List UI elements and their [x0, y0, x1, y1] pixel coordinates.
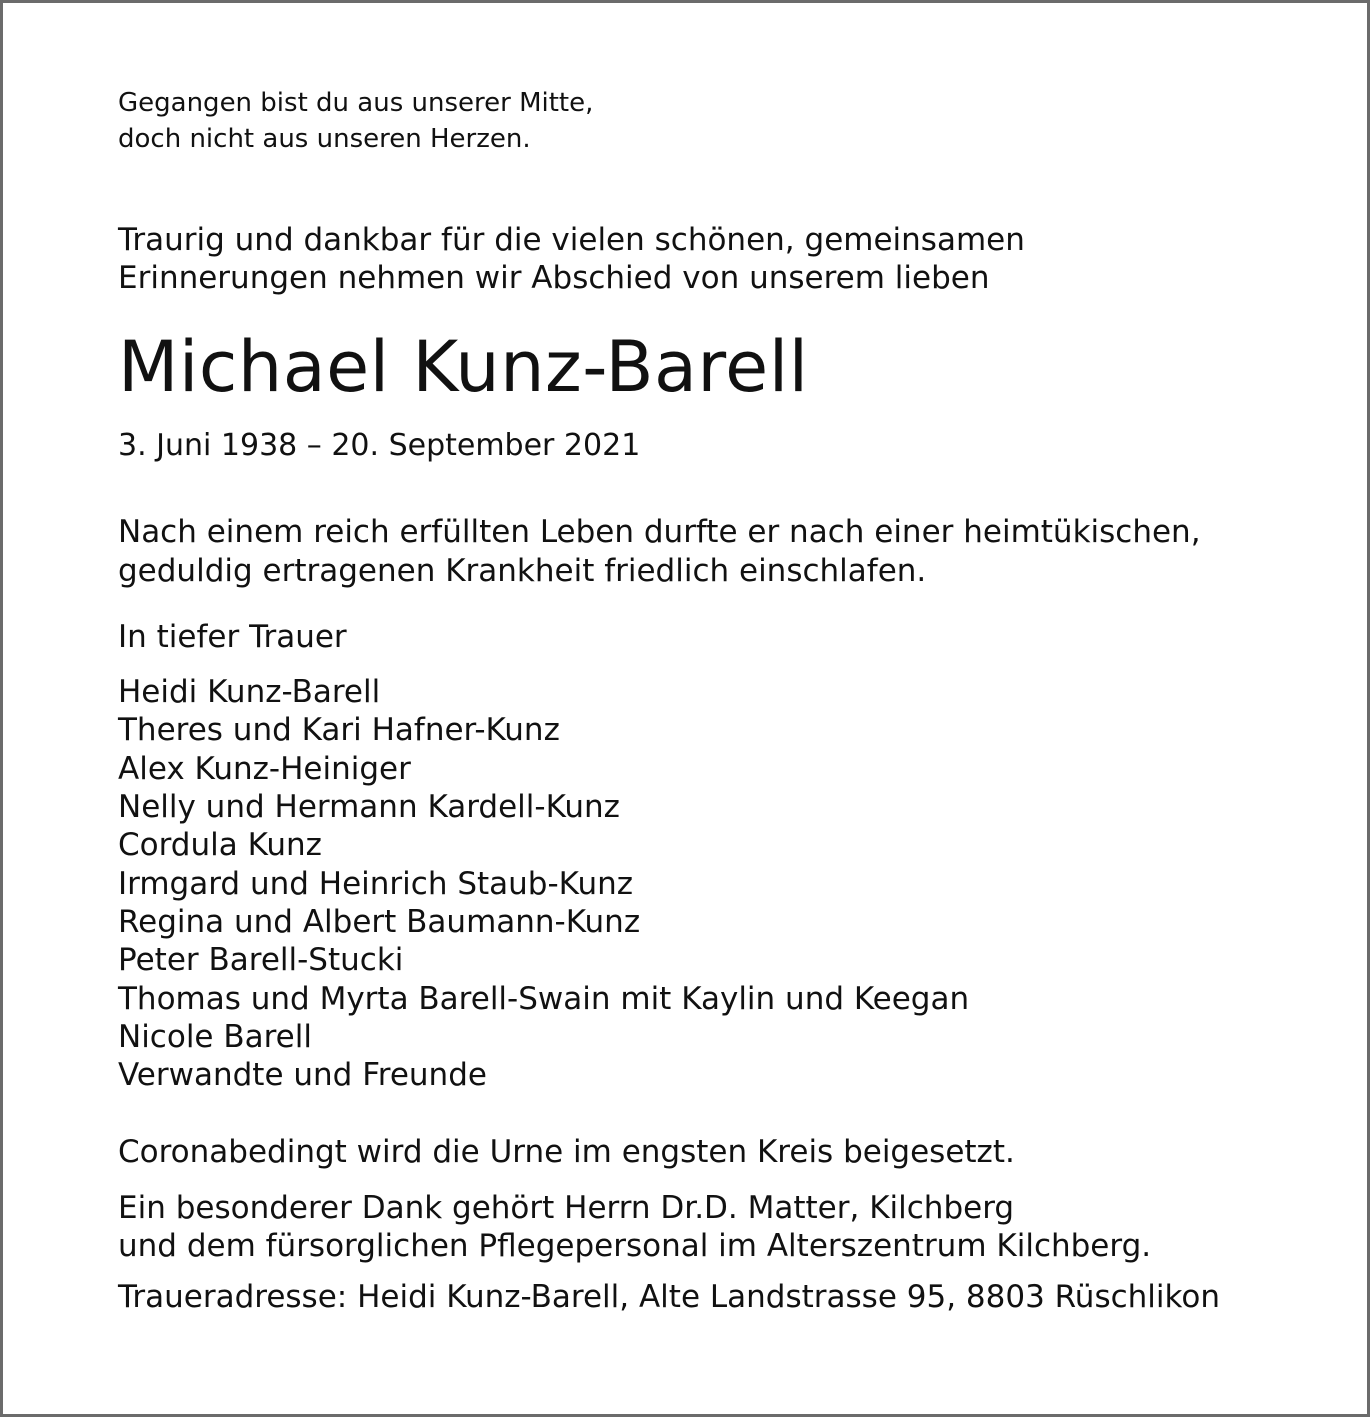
- mourner-name: Theres und Kari Hafner-Kunz: [118, 712, 560, 748]
- thanks-line-1: Ein besonderer Dank gehört Herrn Dr.D. Matter, Kilchberg: [118, 1190, 1015, 1226]
- life-dates: 3. Juni 1938 – 20. September 2021: [118, 428, 641, 463]
- intro-line-1: Traurig und dankbar für die vielen schönen, gemeinsamen: [118, 222, 1025, 258]
- motto-line-1: Gegangen bist du aus unserer Mitte,: [118, 88, 594, 118]
- message-line-1: Nach einem reich erfüllten Leben durfte er nach einer heimtükischen,: [118, 514, 1201, 550]
- thanks-line-2: und dem fürsorglichen Pflegepersonal im Alterszentrum Kilchberg.: [118, 1228, 1152, 1264]
- message-line-2: geduldig ertragenen Krankheit friedlich einschlafen.: [118, 553, 927, 589]
- intro-line-2: Erinnerungen nehmen wir Abschied von unserem lieben: [118, 260, 990, 296]
- mourner-name: Verwandte und Freunde: [118, 1057, 487, 1093]
- mourner-name: Nicole Barell: [118, 1019, 312, 1055]
- mourner-name: Cordula Kunz: [118, 827, 322, 863]
- mourner-name: Peter Barell-Stucki: [118, 942, 404, 978]
- mourner-name: Alex Kunz-Heiniger: [118, 751, 411, 787]
- motto-line-2: doch nicht aus unseren Herzen.: [118, 124, 531, 154]
- mourner-name: Irmgard und Heinrich Staub-Kunz: [118, 866, 634, 902]
- mourner-name: Thomas und Myrta Barell-Swain mit Kaylin und Keegan: [118, 981, 970, 1017]
- mourner-name: Regina und Albert Baumann-Kunz: [118, 904, 641, 940]
- mourner-name: Nelly und Hermann Kardell-Kunz: [118, 789, 620, 825]
- mourner-name: Heidi Kunz-Barell: [118, 674, 381, 710]
- deceased-name: Michael Kunz-Barell: [118, 326, 809, 408]
- mourning-address: Traueradresse: Heidi Kunz-Barell, Alte Landstrasse 95, 8803 Rüschlikon: [118, 1279, 1220, 1315]
- burial-note: Coronabedingt wird die Urne im engsten Kreis beigesetzt.: [118, 1134, 1015, 1170]
- mourning-heading: In tiefer Trauer: [118, 619, 347, 655]
